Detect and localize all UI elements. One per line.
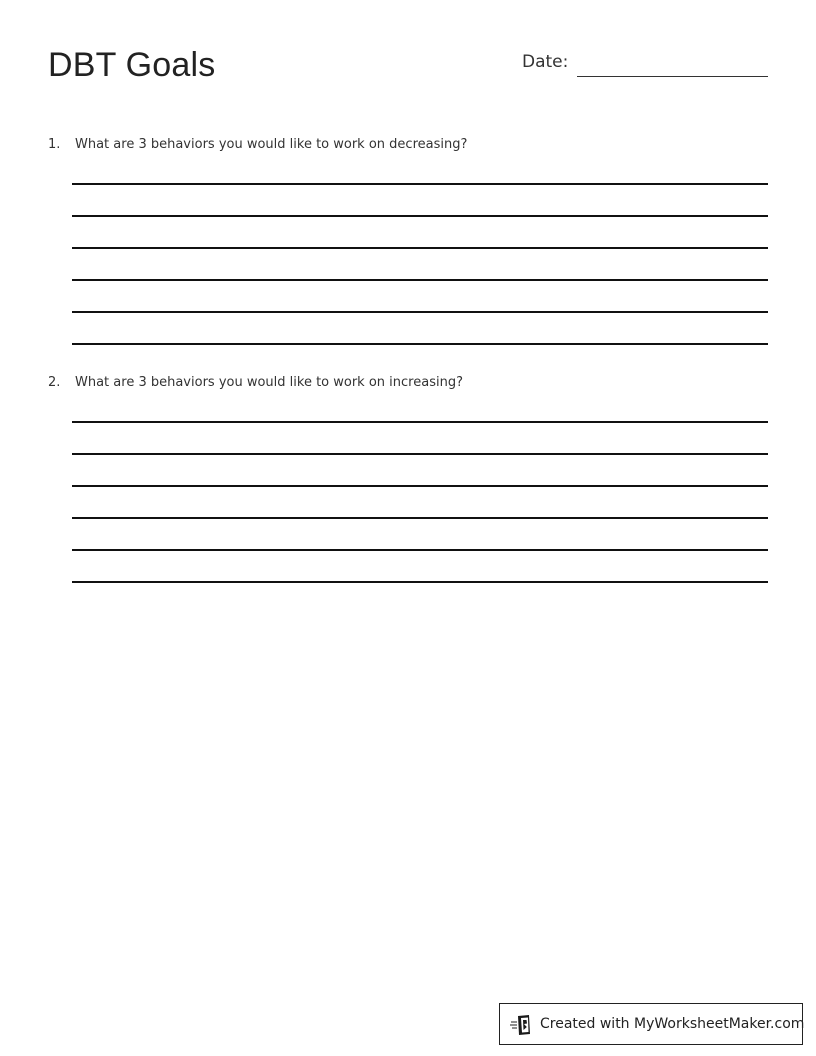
answer-line[interactable] [72,581,768,583]
answer-line[interactable] [72,215,768,217]
answer-line[interactable] [72,453,768,455]
answer-line[interactable] [72,247,768,249]
date-label: Date: [522,52,569,72]
answer-line[interactable] [72,183,768,185]
footer-badge[interactable] [499,1003,803,1045]
question-number: 1. [48,137,61,152]
footer-text: Created with MyWorksheetMaker.com [540,1016,805,1032]
worksheet-maker-logo-icon [510,1014,534,1036]
answer-line[interactable] [72,421,768,423]
date-blank-line[interactable] [577,76,768,77]
answer-line[interactable] [72,343,768,345]
answer-line[interactable] [72,517,768,519]
answer-line[interactable] [72,485,768,487]
page-title: DBT Goals [48,46,216,84]
answer-line[interactable] [72,549,768,551]
answer-line[interactable] [72,311,768,313]
question-number: 2. [48,375,61,390]
question-text: What are 3 behaviors you would like to work on increasing? [75,375,463,390]
question-text: What are 3 behaviors you would like to work on decreasing? [75,137,468,152]
answer-line[interactable] [72,279,768,281]
